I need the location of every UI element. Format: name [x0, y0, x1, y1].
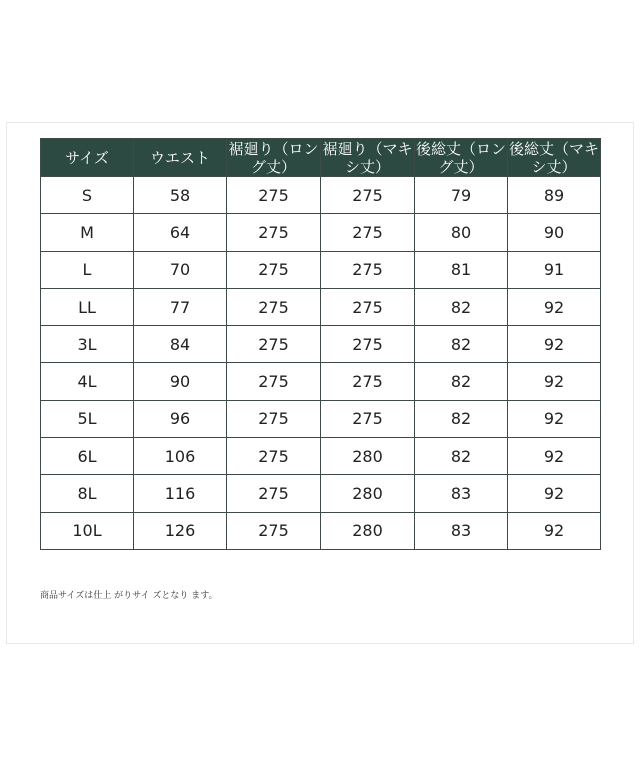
cell-back-length-maxi: 90 — [508, 214, 601, 251]
cell-hem-maxi: 275 — [321, 326, 415, 363]
cell-waist: 116 — [134, 475, 227, 512]
cell-waist: 58 — [134, 177, 227, 214]
table-row — [41, 251, 601, 288]
table-row — [41, 288, 601, 325]
cell-back-length-long: 82 — [415, 326, 508, 363]
cell-back-length-long: 83 — [415, 512, 508, 549]
cell-hem-long: 275 — [227, 177, 321, 214]
table-header-row — [41, 139, 601, 177]
cell-size: M — [41, 214, 134, 251]
cell-waist: 90 — [134, 363, 227, 400]
cell-hem-maxi: 275 — [321, 363, 415, 400]
cell-back-length-maxi: 92 — [508, 400, 601, 437]
cell-hem-long: 275 — [227, 438, 321, 475]
table-row — [41, 475, 601, 512]
cell-back-length-maxi: 92 — [508, 438, 601, 475]
cell-back-length-long: 81 — [415, 251, 508, 288]
header-hem-long: 裾廻り（ロング丈） — [228, 139, 319, 176]
table-row — [41, 326, 601, 363]
size-note: 商品サイズは仕上 がりサイ ズとなり ます。 — [40, 591, 218, 601]
cell-waist: 84 — [134, 326, 227, 363]
cell-back-length-maxi: 92 — [508, 475, 601, 512]
cell-back-length-maxi: 92 — [508, 512, 601, 549]
cell-size: LL — [41, 288, 134, 325]
cell-waist: 64 — [134, 214, 227, 251]
cell-hem-maxi: 275 — [321, 177, 415, 214]
cell-back-length-maxi: 92 — [508, 363, 601, 400]
table-row — [41, 363, 601, 400]
cell-size: S — [41, 177, 134, 214]
header-hem-maxi: 裾廻り（マキシ丈） — [322, 139, 413, 176]
cell-waist: 106 — [134, 438, 227, 475]
cell-size: 6L — [41, 438, 134, 475]
cell-size: 5L — [41, 400, 134, 437]
cell-hem-long: 275 — [227, 475, 321, 512]
size-table — [40, 138, 601, 550]
cell-back-length-long: 80 — [415, 214, 508, 251]
cell-size: 3L — [41, 326, 134, 363]
header-waist: ウエスト — [134, 139, 227, 177]
table-row — [41, 438, 601, 475]
cell-waist: 77 — [134, 288, 227, 325]
cell-back-length-long: 82 — [415, 400, 508, 437]
header-back-length-maxi: 後総丈（マキシ丈） — [508, 139, 599, 176]
cell-back-length-maxi: 92 — [508, 288, 601, 325]
cell-hem-long: 275 — [227, 288, 321, 325]
table-row — [41, 512, 601, 549]
table-row — [41, 177, 601, 214]
cell-back-length-long: 82 — [415, 438, 508, 475]
cell-size: 10L — [41, 512, 134, 549]
cell-back-length-long: 82 — [415, 288, 508, 325]
cell-waist: 96 — [134, 400, 227, 437]
cell-hem-maxi: 275 — [321, 288, 415, 325]
cell-back-length-long: 79 — [415, 177, 508, 214]
cell-hem-long: 275 — [227, 512, 321, 549]
cell-hem-long: 275 — [227, 400, 321, 437]
cell-back-length-maxi: 92 — [508, 326, 601, 363]
cell-hem-maxi: 280 — [321, 512, 415, 549]
table-row — [41, 214, 601, 251]
cell-hem-long: 275 — [227, 363, 321, 400]
cell-hem-maxi: 275 — [321, 400, 415, 437]
cell-waist: 126 — [134, 512, 227, 549]
cell-size: L — [41, 251, 134, 288]
cell-hem-maxi: 275 — [321, 214, 415, 251]
cell-hem-long: 275 — [227, 214, 321, 251]
cell-size: 4L — [41, 363, 134, 400]
cell-waist: 70 — [134, 251, 227, 288]
header-size: サイズ — [41, 139, 134, 177]
cell-hem-long: 275 — [227, 251, 321, 288]
cell-back-length-long: 82 — [415, 363, 508, 400]
cell-hem-maxi: 280 — [321, 438, 415, 475]
cell-hem-maxi: 280 — [321, 475, 415, 512]
cell-back-length-maxi: 91 — [508, 251, 601, 288]
header-back-length-long: 後総丈（ロング丈） — [415, 139, 506, 176]
cell-hem-maxi: 275 — [321, 251, 415, 288]
cell-size: 8L — [41, 475, 134, 512]
cell-back-length-maxi: 89 — [508, 177, 601, 214]
cell-hem-long: 275 — [227, 326, 321, 363]
cell-back-length-long: 83 — [415, 475, 508, 512]
table-row — [41, 400, 601, 437]
